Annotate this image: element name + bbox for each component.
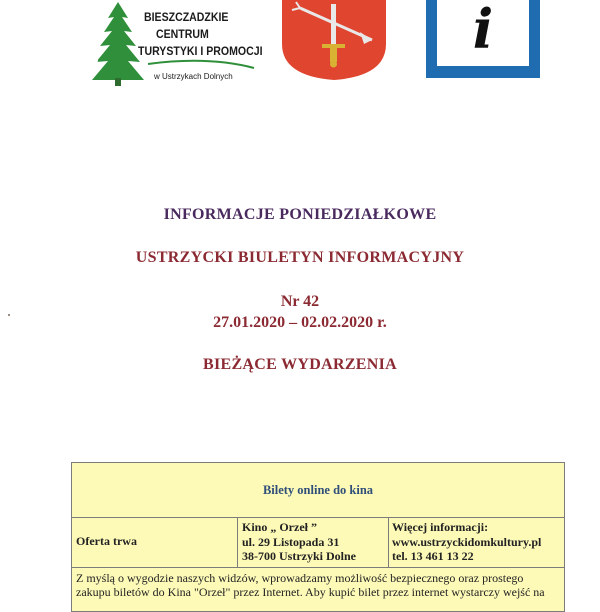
- events-heading: BIEŻĄCE WYDARZENIA: [202, 356, 398, 373]
- issue-number: Nr 42: [280, 293, 320, 310]
- info-glyph: i: [472, 0, 494, 61]
- table-row: [72, 518, 564, 568]
- tourist-information-icon: [426, 0, 540, 78]
- offer-cell: Oferta trwa: [72, 518, 238, 567]
- event-table: [71, 462, 565, 612]
- section-heading: INFORMACJE PONIEDZIAŁKOWE: [163, 206, 437, 223]
- event-title: Bilety online do kina: [72, 463, 564, 518]
- coat-of-arms-icon: [280, 0, 388, 80]
- venue-cell: [238, 518, 389, 567]
- venue-name: Kino „ Orzeł ”: [242, 520, 317, 534]
- contact-cell: [389, 518, 564, 567]
- logo-subline: w Ustrzykach Dolnych: [154, 72, 233, 81]
- scan-speck: [8, 314, 10, 316]
- logo-line-1: BIESZCZADZKIE: [144, 10, 229, 24]
- bulletin-title: USTRZYCKI BIULETYN INFORMACYJNY: [135, 249, 465, 266]
- contact-website: www.ustrzyckidomkultury.pl: [392, 534, 542, 549]
- contact-label: Więcej informacji:: [392, 520, 489, 534]
- venue-city: 38-700 Ustrzyki Dolne: [242, 549, 356, 563]
- contact-phone: tel. 13 461 13 22: [392, 549, 474, 563]
- logo-line-3: TURYSTYKI I PROMOCJI: [138, 44, 263, 58]
- description-line: zakupu biletów do Kina "Orzeł" przez Internet. Aby kupić bilet przez internet wystarczy wejść na: [76, 585, 545, 599]
- venue-street: ul. 29 Listopada 31: [242, 534, 340, 549]
- event-description: [72, 568, 564, 611]
- bcitp-logo: [88, 0, 263, 88]
- description-line: Z myślą o wygodzie naszych widzów, wprowadzamy możliwość bezpiecznego oraz prostego: [76, 571, 524, 585]
- issue-dates: 27.01.2020 – 02.02.2020 r.: [213, 314, 387, 331]
- logo-line-2: CENTRUM: [156, 27, 209, 41]
